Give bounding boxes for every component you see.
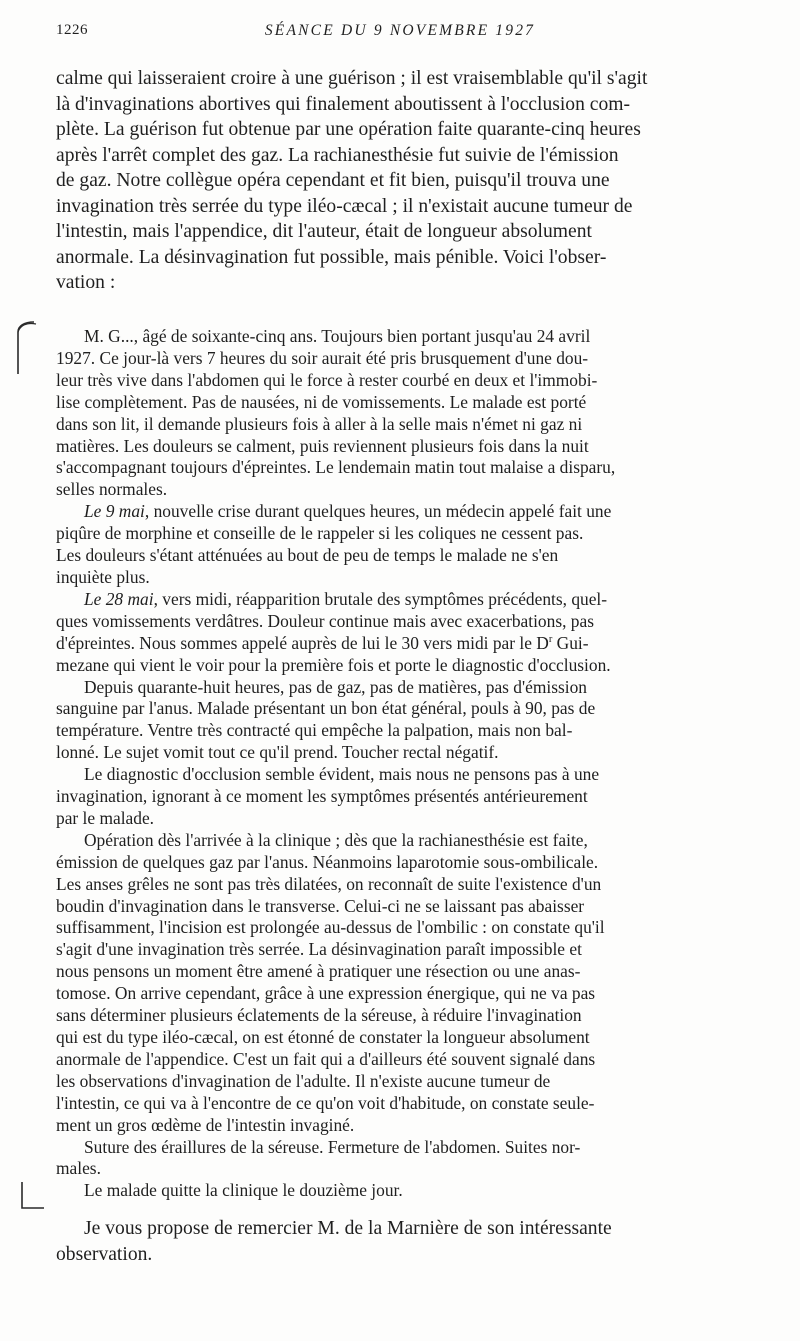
text-line: l'intestin, ce qui va à l'encontre de ce qu'on voit d'habitude, on constate seule- [56, 1092, 595, 1113]
text-line: température. Ventre très contracté qui empêche la palpation, mais non bal- [56, 720, 573, 741]
text-line: anormale. La désinvagination fut possible, mais pénible. Voici l'obser- [56, 246, 607, 268]
text-line: Les douleurs s'étant atténuées au bout de peu de temps le malade ne s'en [56, 545, 559, 566]
text-line: vation : [56, 272, 116, 293]
text-line: invagination, ignorant à ce moment les symptômes présentés antérieurement [56, 786, 588, 807]
text-line: dans son lit, il demande plusieurs fois à aller à la selle mais n'émet ni gaz ni [56, 413, 583, 434]
text-line: leur très vive dans l'abdomen qui le force à rester courbé en deux et l'immobi- [56, 369, 598, 390]
text-line: Opération dès l'arrivée à la clinique ; dès que la rachianesthésie est faite, [84, 829, 588, 850]
text-line: Suture des éraillures de la séreuse. Fermeture de l'abdomen. Suites nor- [84, 1136, 581, 1157]
text-line: tomose. On arrive cependant, grâce à une expression énergique, qui ne va pas [56, 983, 596, 1004]
text-line: émission de quelques gaz par l'anus. Néanmoins laparotomie sous-ombilicale. [56, 851, 599, 872]
text-line: les observations d'invagination de l'adulte. Il n'existe aucune tumeur de [56, 1070, 551, 1091]
text-line: M. G..., âgé de soixante-cinq ans. Toujours bien portant jusqu'au 24 avril [84, 326, 591, 346]
text-line: 1927. Ce jour-là vers 7 heures du soir aurait été pris brusquement d'une dou- [56, 347, 589, 368]
text-line: s'accompagnant toujours d'épreintes. Le lendemain matin tout malaise a disparu, [56, 457, 616, 478]
text-line: boudin d'invagination dans le transverse. Celui-ci ne se laissant pas abaisser [56, 895, 585, 916]
text-line: ment un gros œdème de l'intestin invaginé. [56, 1114, 355, 1135]
page-header [56, 22, 774, 48]
text-line: calme qui laisseraient croire à une guérison ; il est vraisemblable qu'il s'agit [56, 68, 648, 89]
text-line: matières. Les douleurs se calment, puis reviennent plusieurs fois dans la nuit [56, 435, 589, 456]
text-line: d'épreintes. Nous sommes appelé auprès de lui le 30 vers midi par le $D^r$ Gui- [56, 632, 589, 653]
text-line: Le malade quitte la clinique le douzième jour. [84, 1180, 403, 1201]
text-line: nous pensons un moment être amené à pratiquer une résection ou une anas- [56, 961, 581, 982]
text-line: Le 28 mai, vers midi, réapparition brutale des symptômes précédents, quel- [84, 588, 608, 609]
margin-bracket-top [10, 318, 38, 378]
text-line: Je vous propose de remercier M. de la Marnière de son intéressante [84, 1218, 612, 1239]
text-line: suffisamment, l'incision est prolongée au-dessus de l'ombilic : on constate qu'il [56, 917, 605, 938]
text-line: Le 9 mai, nouvelle crise durant quelques heures, un médecin appelé fait une [84, 501, 612, 522]
text-line: observation. [56, 1244, 153, 1265]
text-line: qui est du type iléo-cæcal, on est étonné de constater la longueur absolument [56, 1027, 590, 1047]
text-line: selles normales. [56, 479, 168, 500]
text-line: inquiète plus. [56, 566, 150, 587]
text-line: après l'arrêt complet des gaz. La rachianesthésie fut suivie de l'émission [56, 144, 619, 166]
text-line: mezane qui vient le voir pour la première fois et porte le diagnostic d'occlusion. [56, 654, 611, 675]
text-line: là d'invaginations abortives qui finalement aboutissent à l'occlusion com- [56, 93, 631, 115]
text-line: ques vomissements verdâtres. Douleur continue mais avec exacerbations, pas [56, 610, 594, 631]
text-line: Le diagnostic d'occlusion semble évident, mais nous ne pensons pas à une [84, 764, 600, 785]
text-line: males. [56, 1158, 101, 1179]
text-line: anormale de l'appendice. C'est un fait qui a d'ailleurs été souvent signalé dans [56, 1048, 596, 1069]
page-number: 1226 [56, 22, 88, 38]
margin-bracket-bottom [18, 1180, 46, 1216]
text-line: sanguine par l'anus. Malade présentant un bon état général, pouls à 90, pas de [56, 698, 596, 719]
running-title: SÉANCE DU 9 NOVEMBRE 1927 [264, 22, 536, 39]
observation-block [56, 326, 794, 1202]
text-line: Depuis quarante-huit heures, pas de gaz, pas de matières, pas d'émission [84, 676, 587, 697]
text-line: s'agit d'une invagination très serrée. La désinvagination paraît impossible et [56, 939, 582, 960]
text-line: invagination très serrée du type iléo-cæcal ; il n'existait aucune tumeur de [56, 195, 633, 217]
text-line: par le malade. [56, 807, 155, 828]
text-line: lonné. Le sujet vomit tout ce qu'il prend. Toucher rectal négatif. [56, 742, 499, 763]
text-line: l'intestin, mais l'appendice, dit l'auteur, était de longueur absolument [56, 221, 592, 242]
conclusion-paragraph [56, 1216, 794, 1268]
text-line: piqûre de morphine et conseille de le rappeler si les coliques ne cessent pas. [56, 523, 584, 544]
text-line: Les anses grêles ne sont pas très dilatées, on reconnaît de suite l'existence d'un [56, 873, 602, 894]
text-line: lise complètement. Pas de nausées, ni de vomissements. Le malade est porté [56, 391, 587, 412]
text-line: de gaz. Notre collègue opéra cependant et fit bien, puisqu'il trouva une [56, 170, 610, 191]
text-line: plète. La guérison fut obtenue par une opération faite quarante-cinq heures [56, 119, 641, 140]
intro-paragraph [56, 66, 794, 296]
text-line: sans déterminer plusieurs éclatements de la séreuse, à réduire l'invagination [56, 1005, 582, 1026]
